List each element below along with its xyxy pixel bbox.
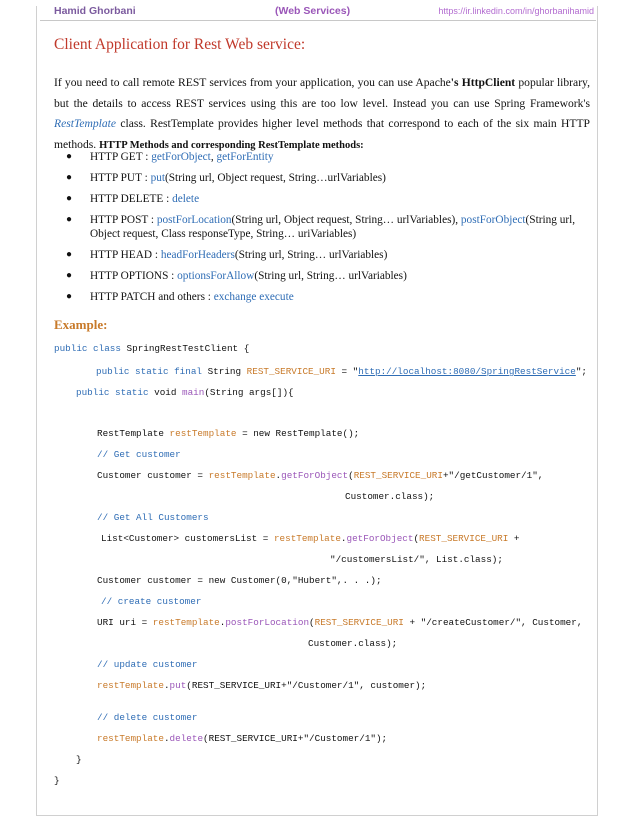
method-signature: (String url, String… urlVariables): [234, 249, 388, 261]
code-variable: restTemplate: [97, 680, 164, 691]
code-method: put: [169, 680, 187, 691]
code-text: SpringRestTestClient {: [120, 343, 250, 354]
code-method: delete: [169, 733, 204, 744]
bullet-icon: ●: [66, 291, 73, 302]
method-name: optionsForAllow: [177, 270, 255, 282]
list-item: [54, 171, 590, 185]
code-line: [97, 617, 582, 628]
intro-paragraph: [54, 73, 590, 156]
method-label: HTTP HEAD :: [90, 249, 161, 261]
code-line: Customer.class);: [308, 638, 398, 649]
bullet-icon: ●: [66, 193, 73, 204]
code-variable: restTemplate: [208, 470, 276, 481]
bullet-icon: ●: [66, 270, 73, 281]
code-field: REST_SERVICE_URI: [314, 617, 404, 628]
code-keyword: public static final: [96, 366, 203, 377]
code-comment: // update customer: [97, 659, 198, 670]
code-line: [97, 680, 426, 691]
list-item: [54, 248, 590, 262]
code-line: [97, 733, 387, 744]
method-label: HTTP POST :: [90, 214, 157, 226]
code-url: http://localhost:8080/SpringRestService: [358, 366, 576, 377]
list-item: [54, 269, 590, 283]
method-label: HTTP PATCH and others :: [90, 291, 214, 303]
code-keyword: public class: [54, 343, 121, 354]
code-text: (: [309, 617, 315, 628]
code-text: Customer customer =: [97, 470, 209, 481]
code-comment: // Get All Customers: [97, 512, 209, 523]
code-line: "/customersList/", List.class);: [330, 554, 503, 565]
header-topic: (Web Services): [275, 5, 351, 17]
code-text: (: [348, 470, 354, 481]
method-name: postForLocation: [156, 214, 232, 226]
code-text: .: [163, 733, 170, 744]
code-comment: // Get customer: [97, 449, 181, 460]
code-text: List<Customer> customersList =: [101, 533, 274, 544]
code-line: }: [76, 754, 82, 765]
method-name: postForObject: [460, 214, 526, 226]
example-heading: Example:: [54, 317, 108, 332]
method-label: HTTP DELETE :: [90, 193, 173, 205]
code-text: +"/getCustomer/1",: [442, 470, 544, 481]
list-item: [54, 192, 590, 206]
method-name: getForObject: [151, 151, 211, 163]
intro-text-2: popular library, but the details to access REST services using this are too low level. Instead you can use Spring Framework's: [54, 76, 590, 110]
code-method: main: [182, 387, 205, 398]
code-text: .: [340, 533, 347, 544]
code-text: + "/createCustomer/", Customer,: [403, 617, 583, 628]
code-variable: restTemplate: [273, 533, 341, 544]
code-text: .: [219, 617, 226, 628]
bullet-icon: ●: [66, 214, 73, 225]
code-line: }: [54, 775, 60, 786]
method-sep: ,: [210, 151, 217, 163]
method-label: HTTP PUT :: [90, 172, 151, 184]
code-line: Customer.class);: [345, 491, 435, 502]
code-text: = new RestTemplate();: [236, 428, 360, 439]
list-item: [54, 150, 590, 164]
code-line: [97, 470, 543, 481]
bullet-icon: ●: [66, 172, 73, 183]
method-label: HTTP OPTIONS :: [90, 270, 178, 282]
bullet-icon: ●: [66, 151, 73, 162]
code-comment: // delete customer: [97, 712, 198, 723]
code-variable: restTemplate: [152, 617, 220, 628]
bullet-icon: ●: [66, 249, 73, 260]
code-line: [96, 366, 587, 377]
code-variable: restTemplate: [97, 733, 164, 744]
code-text: ";: [575, 366, 588, 377]
code-text: void: [148, 387, 183, 398]
page-header: [54, 5, 594, 21]
header-linkedin-link[interactable]: https://ir.linkedin.com/in/ghorbanihamid: [438, 6, 594, 16]
method-signature: (String url, Object request, String… urlVariables),: [231, 214, 461, 226]
code-text: .: [275, 470, 282, 481]
method-name: headForHeaders: [160, 249, 235, 261]
code-text: RestTemplate: [97, 428, 170, 439]
method-name: exchange execute: [213, 291, 294, 303]
method-name: put: [150, 172, 166, 184]
code-field: REST_SERVICE_URI: [419, 533, 509, 544]
code-field: REST_SERVICE_URI: [353, 470, 443, 481]
code-line: [101, 533, 519, 544]
code-block: [54, 343, 594, 793]
code-line: Customer customer = new Customer(0,"Hubert",. . .);: [97, 575, 382, 586]
intro-subheading: HTTP Methods and corresponding RestTemplate methods:: [99, 139, 364, 151]
code-text: String: [202, 366, 247, 377]
code-text: URI uri =: [97, 617, 153, 628]
method-signature: (String url, Object request, String…urlVariables): [165, 172, 386, 184]
code-variable: restTemplate: [169, 428, 237, 439]
header-author: Hamid Ghorbani: [54, 5, 136, 17]
list-item: [54, 213, 590, 241]
code-line: [54, 343, 249, 354]
code-method: getForObject: [346, 533, 414, 544]
list-item: [54, 290, 590, 304]
intro-resttemplate: RestTemplate: [54, 117, 117, 130]
intro-text-3: class. RestTemplate provides higher level methods that correspond to each of the six main HTTP methods.: [54, 117, 590, 151]
code-text: (REST_SERVICE_URI+"/Customer/1", customer);: [186, 680, 427, 691]
intro-text-1: If you need to call remote REST services from your application, you can use Apache: [54, 76, 451, 89]
code-text: (REST_SERVICE_URI+"/Customer/1");: [203, 733, 388, 744]
code-text: (: [413, 533, 420, 544]
section-title: Client Application for Rest Web service:: [54, 36, 306, 53]
code-text: = ": [335, 366, 359, 377]
method-name: getForEntity: [216, 151, 274, 163]
http-methods-list: [54, 150, 590, 311]
code-method: postForLocation: [225, 617, 310, 628]
method-signature: (String url, String… urlVariables): [254, 270, 407, 282]
code-keyword: public static: [76, 387, 149, 398]
intro-httpclient: 's HttpClient: [450, 76, 516, 89]
method-name: delete: [172, 193, 200, 205]
method-signature: (String url, Object request, Class responseType, String… uriVariables): [90, 214, 576, 240]
code-line: [76, 387, 294, 398]
code-text: .: [163, 680, 170, 691]
code-comment: // create customer: [101, 596, 202, 607]
code-line: [97, 428, 359, 439]
code-text: +: [508, 533, 520, 544]
method-label: HTTP GET :: [90, 151, 152, 163]
header-divider: [40, 20, 596, 21]
code-text: (String args[]){: [204, 387, 294, 398]
code-method: getForObject: [281, 470, 349, 481]
code-field: REST_SERVICE_URI: [246, 366, 336, 377]
